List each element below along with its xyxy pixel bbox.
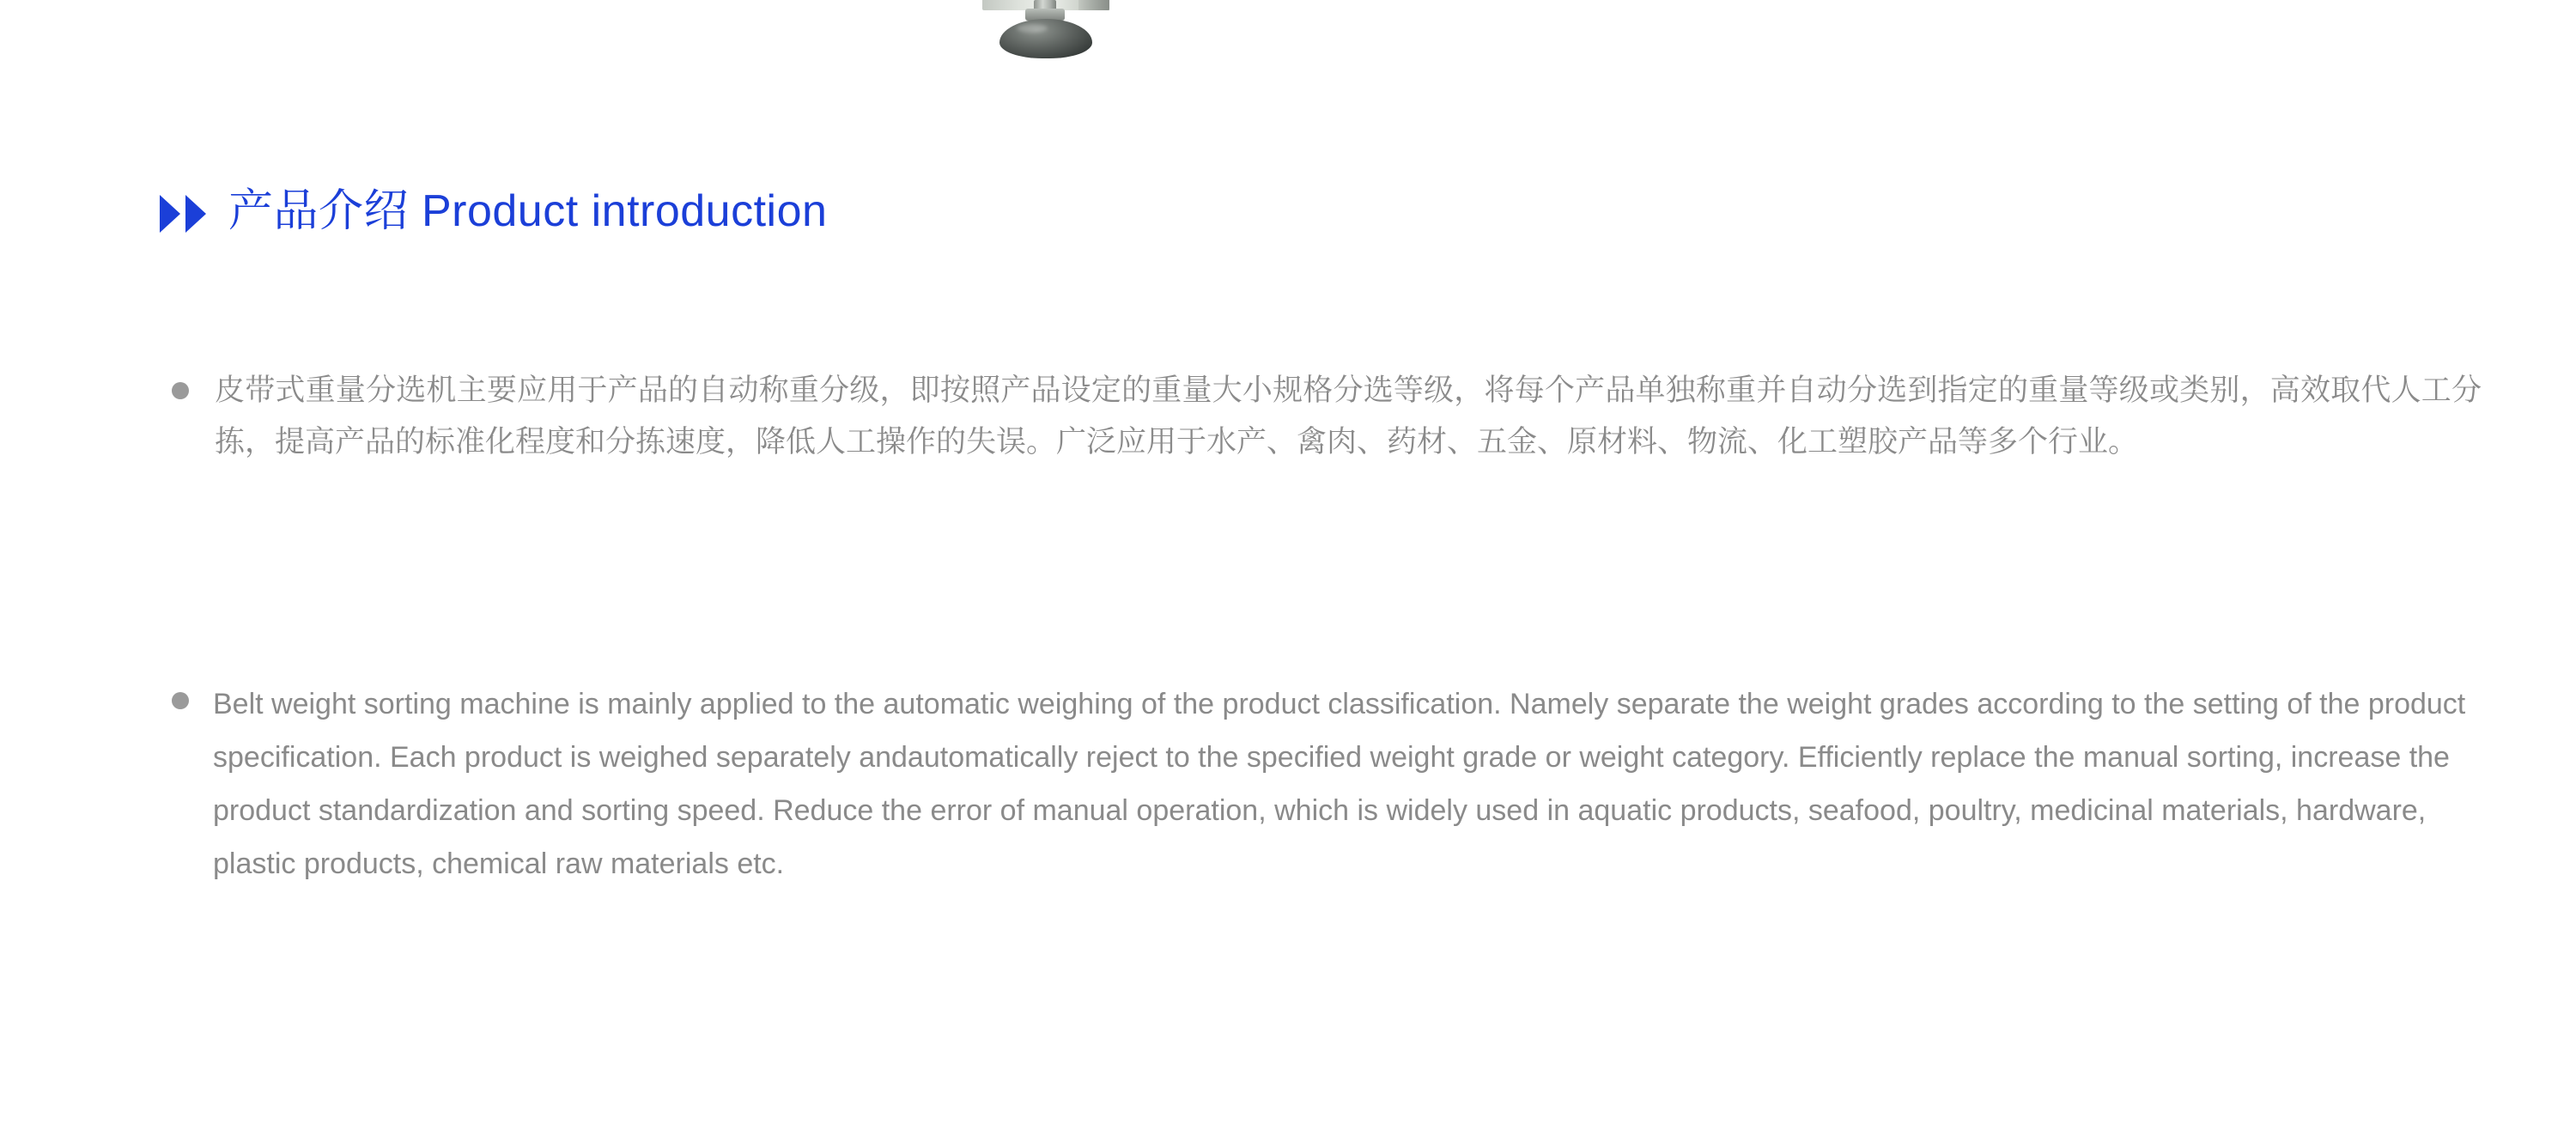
leg-body-shading [1078,0,1109,10]
bullet-dot-icon [172,692,189,709]
leg-foot-highlight [1017,24,1048,33]
machine-support-leg-photo [969,0,1123,52]
arrow-1 [160,195,180,233]
product-photo-strip [0,0,2576,129]
section-heading [160,187,827,236]
arrow-2 [185,195,206,233]
paragraph-english-text: Belt weight sorting machine is mainly applied to the automatic weighing of the product classification. Namely separate the weight grades according to the setting of the product specification. Each product is weighed separately andautomatically reject to the specified weight grade or weight category. Efficiently replace the manual sorting, increase the product standardization and sorting speed. Reduce the error of manual operation, which is widely used in aquatic products, seafood, poultry, medicinal materials, hardware, plastic products, chemical raw materials etc. [213,688,2466,880]
page-title: 产品介绍 Product introduction [228,186,828,236]
leg-foot-pad [999,19,1092,58]
double-right-arrow-icon [160,195,206,233]
paragraph-chinese-text: 皮带式重量分选机主要应用于产品的自动称重分级，即按照产品设定的重量大小规格分选等级，将每个产品单独称重并自动分选到指定的重量等级或类别，高效取代人工分拣，提高产品的标准化程度和分拣速度，降低人工操作的失误。广泛应用于水产、禽肉、药材、五金、原材料、物流、化工塑胶产品等多个行业。 [215,374,2482,459]
paragraph-english [172,678,2482,891]
paragraph-chinese [172,365,2482,468]
bullet-dot-icon [172,382,189,399]
